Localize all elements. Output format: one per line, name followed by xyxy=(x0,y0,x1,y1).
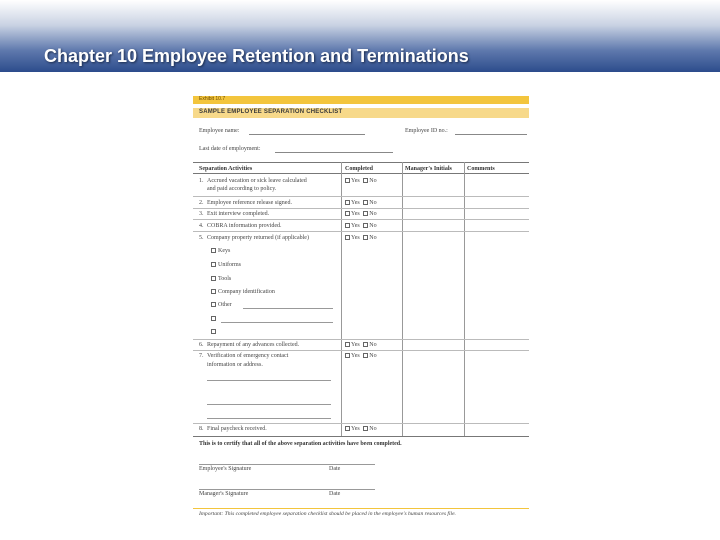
no-label: No xyxy=(369,426,377,432)
completed-yes-no xyxy=(345,200,377,206)
column-divider xyxy=(402,162,403,436)
no-checkbox[interactable] xyxy=(363,235,368,240)
property-blank-line xyxy=(221,322,333,323)
yes-label: Yes xyxy=(351,426,360,432)
property-checkbox[interactable] xyxy=(211,262,216,267)
yes-label: Yes xyxy=(351,178,360,184)
completed-yes-no xyxy=(345,223,377,229)
property-label: Tools xyxy=(218,276,232,282)
employee-name-line xyxy=(249,134,365,135)
employee-id-label: Employee ID no.: xyxy=(405,128,448,134)
row-divider xyxy=(193,196,529,197)
header-activities: Separation Activities xyxy=(199,166,253,172)
employee-signature-label: Employee's Signature xyxy=(199,466,252,472)
address-line xyxy=(207,418,331,419)
no-label: No xyxy=(369,178,377,184)
last-date-label: Last date of employment: xyxy=(199,146,261,152)
no-label: No xyxy=(369,342,377,348)
row-activity: COBRA information provided. xyxy=(207,223,282,229)
row-divider xyxy=(193,219,529,220)
row-number: 4. xyxy=(199,223,204,229)
employee-name-label: Employee name: xyxy=(199,128,240,134)
property-label: Company identification xyxy=(218,289,275,295)
exhibit-label: Exhibit 10.7 xyxy=(199,96,226,102)
yes-checkbox[interactable] xyxy=(345,211,350,216)
property-checkbox[interactable] xyxy=(211,248,216,253)
property-item xyxy=(211,248,230,254)
row-activity: Employee reference release signed. xyxy=(207,200,292,206)
no-checkbox[interactable] xyxy=(363,353,368,358)
row-activity: Verification of emergency contact xyxy=(207,353,289,359)
property-checkbox[interactable] xyxy=(211,276,216,281)
no-checkbox[interactable] xyxy=(363,342,368,347)
address-line xyxy=(207,404,331,405)
completed-yes-no xyxy=(345,353,377,359)
row-divider xyxy=(193,208,529,209)
row-activity: Final paycheck received. xyxy=(207,426,267,432)
row-number: 7. xyxy=(199,353,204,359)
slide-title: Chapter 10 Employee Retention and Terminations xyxy=(44,46,469,66)
row-number: 3. xyxy=(199,211,204,217)
column-divider xyxy=(341,162,342,436)
property-checkbox[interactable] xyxy=(211,302,216,307)
row-divider xyxy=(193,231,529,232)
yes-checkbox[interactable] xyxy=(345,426,350,431)
property-item xyxy=(211,329,218,335)
yes-label: Yes xyxy=(351,200,360,206)
yes-label: Yes xyxy=(351,211,360,217)
row-number: 2. xyxy=(199,200,204,206)
certification-statement: This is to certify that all of the above separation activities have been completed. xyxy=(199,441,402,447)
row-number: 1. xyxy=(199,178,204,184)
property-checkbox[interactable] xyxy=(211,316,216,321)
row-divider xyxy=(193,350,529,351)
row-divider xyxy=(193,423,529,424)
checklist-title: SAMPLE EMPLOYEE SEPARATION CHECKLIST xyxy=(199,109,343,115)
yes-checkbox[interactable] xyxy=(345,178,350,183)
manager-signature-line xyxy=(199,489,375,490)
yes-checkbox[interactable] xyxy=(345,342,350,347)
row-number: 5. xyxy=(199,235,204,241)
no-checkbox[interactable] xyxy=(363,200,368,205)
row-activity: Company property returned (if applicable) xyxy=(207,235,309,241)
manager-signature-label: Manager's Signature xyxy=(199,491,249,497)
yes-checkbox[interactable] xyxy=(345,200,350,205)
last-date-line xyxy=(275,152,393,153)
no-checkbox[interactable] xyxy=(363,223,368,228)
no-checkbox[interactable] xyxy=(363,426,368,431)
completed-yes-no xyxy=(345,426,377,432)
exhibit-strip xyxy=(193,96,529,104)
row-activity-cont: and paid according to policy. xyxy=(207,186,277,192)
important-note: Important: This completed employee separation checklist should be placed in the employee's human resources file. xyxy=(199,511,456,517)
table-bottom-border xyxy=(193,436,529,437)
property-item xyxy=(211,262,241,268)
employee-signature-line xyxy=(199,464,375,465)
no-label: No xyxy=(369,235,377,241)
row-activity-cont: information or address. xyxy=(207,362,263,368)
no-label: No xyxy=(369,353,377,359)
completed-yes-no xyxy=(345,178,377,184)
row-divider xyxy=(193,339,529,340)
yes-checkbox[interactable] xyxy=(345,235,350,240)
row-activity: Exit interview completed. xyxy=(207,211,270,217)
row-number: 8. xyxy=(199,426,204,432)
property-checkbox[interactable] xyxy=(211,289,216,294)
property-item xyxy=(211,276,231,282)
property-label: Other xyxy=(218,302,232,308)
yes-label: Yes xyxy=(351,353,360,359)
property-item xyxy=(211,316,218,322)
property-label: Uniforms xyxy=(218,262,241,268)
yes-checkbox[interactable] xyxy=(345,223,350,228)
column-divider xyxy=(464,162,465,436)
other-line xyxy=(243,308,333,309)
header-completed: Completed xyxy=(345,166,373,172)
completed-yes-no xyxy=(345,342,377,348)
manager-date-label: Date xyxy=(329,491,341,497)
yes-label: Yes xyxy=(351,235,360,241)
employee-date-label: Date xyxy=(329,466,341,472)
header-initials: Manager's Initials xyxy=(405,166,452,172)
no-checkbox[interactable] xyxy=(363,178,368,183)
no-label: No xyxy=(369,223,377,229)
separation-checklist-document xyxy=(193,96,529,522)
completed-yes-no xyxy=(345,235,377,241)
employee-id-line xyxy=(455,134,527,135)
row-activity: Accrued vacation or sick leave calculated xyxy=(207,178,307,184)
row-number: 6. xyxy=(199,342,204,348)
no-checkbox[interactable] xyxy=(363,211,368,216)
yes-checkbox[interactable] xyxy=(345,353,350,358)
no-label: No xyxy=(369,211,377,217)
property-checkbox[interactable] xyxy=(211,329,216,334)
address-line xyxy=(207,380,331,381)
no-label: No xyxy=(369,200,377,206)
table-header xyxy=(193,162,529,174)
property-item xyxy=(211,289,275,295)
completed-yes-no xyxy=(345,211,377,217)
yes-label: Yes xyxy=(351,342,360,348)
row-activity: Repayment of any advances collected. xyxy=(207,342,300,348)
yes-label: Yes xyxy=(351,223,360,229)
property-label: Keys xyxy=(218,248,231,254)
header-comments: Comments xyxy=(467,166,495,172)
property-item xyxy=(211,302,232,308)
